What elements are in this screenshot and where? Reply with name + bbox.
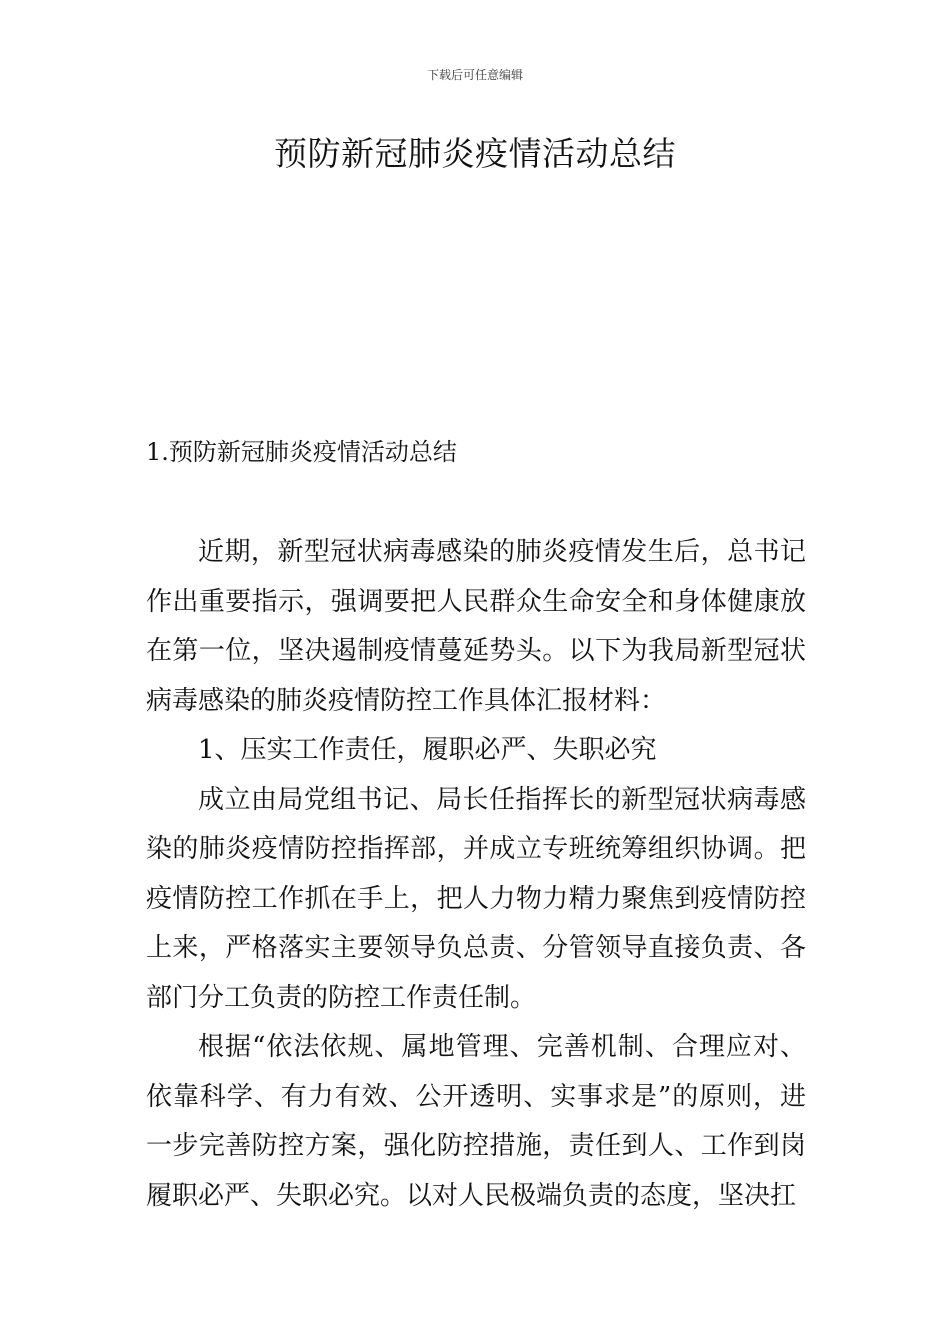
body-text	[146, 528, 806, 1221]
section-heading: 1.预防新冠肺炎疫情活动总结	[146, 438, 457, 466]
paragraph-command-structure: 成立由局党组书记、局长任指挥长的新型冠状病毒感染的肺炎疫情防控指挥部，并成立专班统筹组织协调。把疫情防控工作抓在手上，把人力物力精力聚焦到疫情防控上来，严格落实主要领导负总责、分管领导直接负责、各部门分工负责的防控工作责任制。	[146, 784, 806, 1013]
paragraph-intro: 近期，新型冠状病毒感染的肺炎疫情发生后，总书记作出重要指示，强调要把人民群众生命安全和身体健康放在第一位，坚决遏制疫情蔓延势头。以下为我局新型冠状病毒感染的肺炎疫情防控工作具体汇报材料：	[146, 537, 806, 716]
header-note: 下载后可任意编辑	[426, 68, 523, 82]
paragraph-item-heading: 1、压实工作责任，履职必严、失职必究	[198, 735, 657, 765]
paragraph-principles: 根据“依法依规、属地管理、完善机制、合理应对、依靠科学、有力有效、公开透明、实事求是”的原则，进一步完善防控方案，强化防控措施，责任到人、工作到岗履职必严、失职必究。以对人民极端负责的态度，坚决扛	[146, 1032, 806, 1211]
document-title: 预防新冠肺炎疫情活动总结	[274, 134, 676, 173]
